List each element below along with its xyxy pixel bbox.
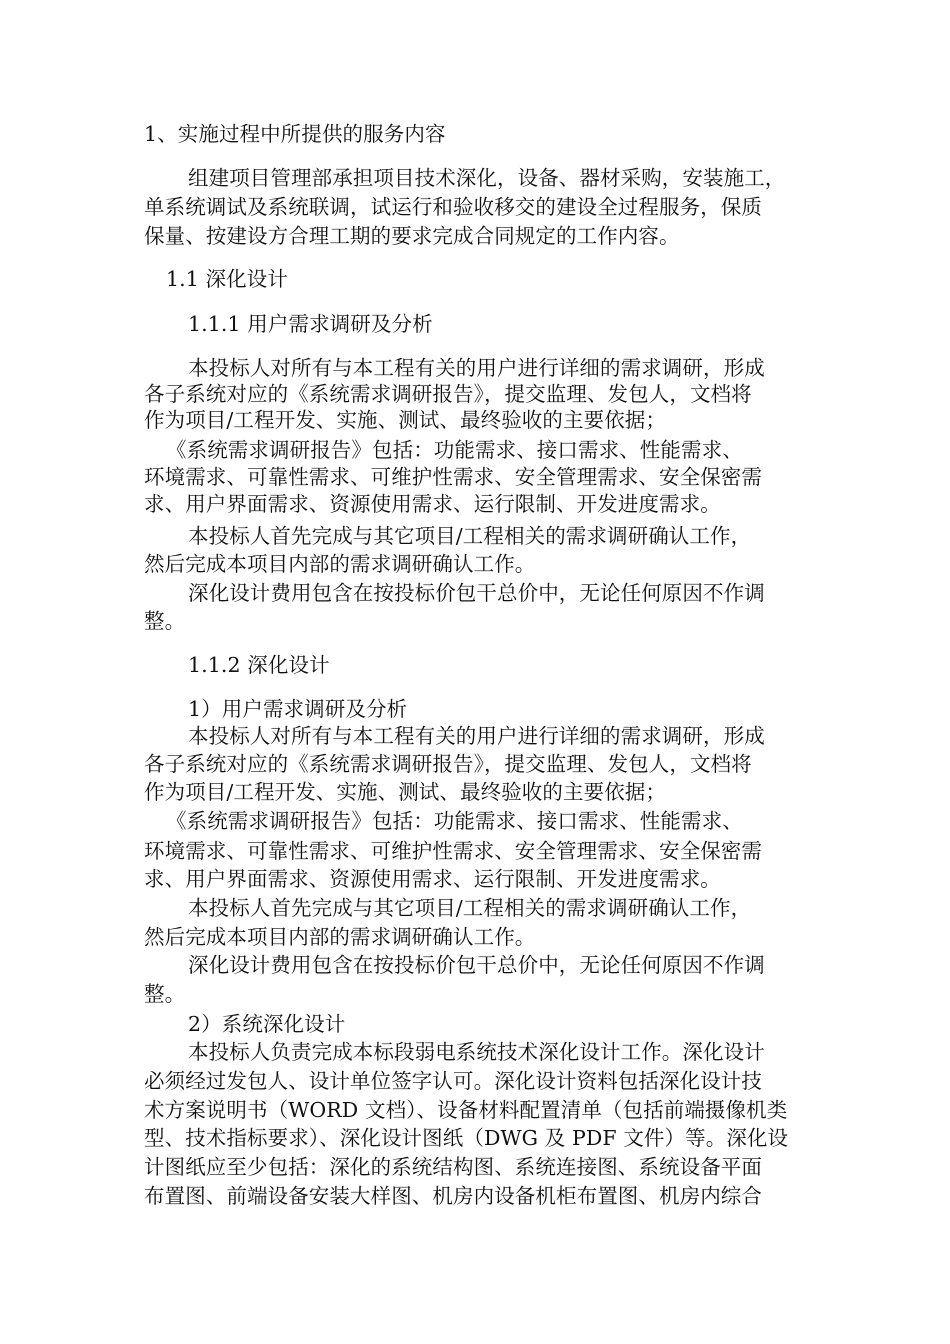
paragraph-line: 作为项目/工程开发、实施、测试、最终验收的主要依据； <box>144 780 667 804</box>
paragraph-line: 本投标人对所有与本工程有关的用户进行详细的需求调研，形成 <box>188 724 765 748</box>
section-1-1-1-title: 1.1.1 用户需求调研及分析 <box>188 312 433 336</box>
paragraph-line: 型、技术指标要求）、深化设计图纸（DWG 及 PDF 文件）等。深化设 <box>144 1126 789 1150</box>
paragraph-line: 深化设计费用包含在按投标价包干总价中，无论任何原因不作调 <box>188 953 765 977</box>
paragraph-line: 然后完成本项目内部的需求调研确认工作。 <box>144 925 536 949</box>
paragraph-line: 《系统需求调研报告》包括：功能需求、接口需求、性能需求、 <box>166 809 743 833</box>
paragraph-line: 本投标人首先完成与其它项目/工程相关的需求调研确认工作， <box>188 524 752 548</box>
section-1-1-title: 1.1 深化设计 <box>166 267 288 291</box>
subsection-title: 1）用户需求调研及分析 <box>188 697 408 721</box>
paragraph-line: 保量、按建设方合理工期的要求完成合同规定的工作内容。 <box>144 224 680 248</box>
paragraph-line: 布置图、前端设备安装大样图、机房内设备机柜布置图、机房内综合 <box>144 1184 762 1208</box>
paragraph-line: 组建项目管理部承担项目技术深化，设备、器材采购，安装施工， <box>188 166 786 190</box>
paragraph-line: 计图纸应至少包括：深化的系统结构图、系统连接图、系统设备平面 <box>144 1155 762 1179</box>
paragraph-line: 整。 <box>144 982 186 1006</box>
paragraph-line: 各子系统对应的《系统需求调研报告》，提交监理、发包人，文档将 <box>144 382 752 406</box>
paragraph-line: 本投标人负责完成本标段弱电系统技术深化设计工作。深化设计 <box>188 1040 765 1064</box>
paragraph-line: 深化设计费用包含在按投标价包干总价中，无论任何原因不作调 <box>188 581 765 605</box>
subsection-title: 2）系统深化设计 <box>188 1012 346 1036</box>
paragraph-line: 必须经过发包人、设计单位签字认可。深化设计资料包括深化设计技 <box>144 1069 762 1093</box>
section-1-title: 1、实施过程中所提供的服务内容 <box>144 122 446 146</box>
paragraph-line: 环境需求、可靠性需求、可维护性需求、安全管理需求、安全保密需 <box>144 839 762 863</box>
paragraph-line: 环境需求、可靠性需求、可维护性需求、安全管理需求、安全保密需 <box>144 465 762 489</box>
paragraph-line: 求、用户界面需求、资源使用需求、运行限制、开发进度需求。 <box>144 492 721 516</box>
paragraph-line: 本投标人对所有与本工程有关的用户进行详细的需求调研，形成 <box>188 356 765 380</box>
paragraph-line: 然后完成本项目内部的需求调研确认工作。 <box>144 552 536 576</box>
paragraph-line: 术方案说明书（WORD 文档）、设备材料配置清单（包括前端摄像机类 <box>144 1098 788 1122</box>
paragraph-line: 单系统调试及系统联调，试运行和验收移交的建设全过程服务，保质 <box>144 195 762 219</box>
paragraph-line: 各子系统对应的《系统需求调研报告》，提交监理、发包人，文档将 <box>144 752 752 776</box>
section-1-1-2-title: 1.1.2 深化设计 <box>188 653 330 677</box>
paragraph-line: 作为项目/工程开发、实施、测试、最终验收的主要依据； <box>144 408 667 432</box>
paragraph-line: 整。 <box>144 609 186 633</box>
paragraph-line: 本投标人首先完成与其它项目/工程相关的需求调研确认工作， <box>188 896 752 920</box>
paragraph-line: 求、用户界面需求、资源使用需求、运行限制、开发进度需求。 <box>144 867 721 891</box>
paragraph-line: 《系统需求调研报告》包括：功能需求、接口需求、性能需求、 <box>166 438 743 462</box>
